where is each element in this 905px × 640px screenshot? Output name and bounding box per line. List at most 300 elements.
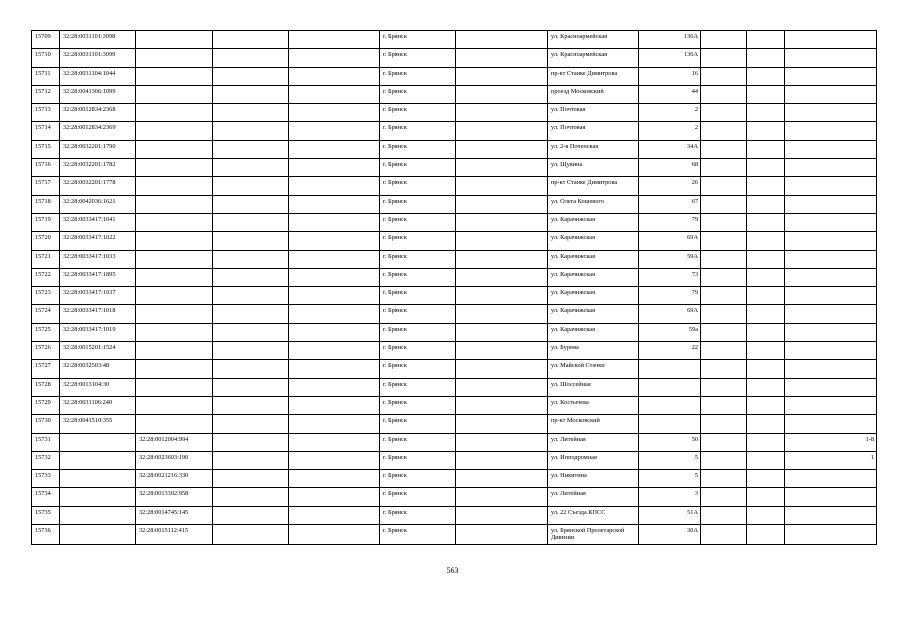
empty-cell (747, 470, 785, 488)
street-cell: ул. Костычева (548, 396, 639, 414)
registry-table (31, 30, 877, 545)
city-cell: г. Брянск (380, 49, 456, 67)
empty-cell (213, 396, 289, 414)
row-number-cell: 15730 (32, 415, 60, 433)
empty-cell (456, 360, 548, 378)
table-row (32, 177, 877, 195)
cadastral-number-cell: 32:28:0031106:240 (60, 396, 136, 414)
city-cell: г. Брянск (380, 305, 456, 323)
city-cell: г. Брянск (380, 159, 456, 177)
apartment-cell (785, 159, 877, 177)
house-number-cell: 30А (639, 525, 701, 545)
house-number-cell (639, 360, 701, 378)
empty-cell (701, 177, 747, 195)
row-number-cell: 15717 (32, 177, 60, 195)
empty-cell (701, 140, 747, 158)
street-cell: ул. Никитина (548, 470, 639, 488)
empty-cell (213, 232, 289, 250)
row-number-cell: 15725 (32, 323, 60, 341)
empty-cell (213, 104, 289, 122)
apartment-cell (785, 287, 877, 305)
house-number-cell: 136А (639, 31, 701, 49)
cadastral-number-2-cell (136, 250, 213, 268)
apartment-cell (785, 177, 877, 195)
city-cell: г. Брянск (380, 378, 456, 396)
empty-cell (456, 323, 548, 341)
city-cell: г. Брянск (380, 525, 456, 545)
empty-cell (747, 232, 785, 250)
empty-cell (456, 525, 548, 545)
row-number-cell: 15722 (32, 268, 60, 286)
empty-cell (456, 378, 548, 396)
city-cell: г. Брянск (380, 396, 456, 414)
empty-cell (213, 506, 289, 524)
cadastral-number-2-cell (136, 67, 213, 85)
table-row (32, 396, 877, 414)
empty-cell (456, 31, 548, 49)
empty-cell (213, 451, 289, 469)
street-cell: ул. Карачижская (548, 250, 639, 268)
empty-cell (213, 360, 289, 378)
house-number-cell: 79 (639, 213, 701, 231)
cadastral-number-2-cell (136, 122, 213, 140)
cadastral-number-2-cell (136, 287, 213, 305)
row-number-cell: 15723 (32, 287, 60, 305)
street-cell: ул. Карачижская (548, 305, 639, 323)
empty-cell (747, 305, 785, 323)
empty-cell (213, 31, 289, 49)
row-number-cell: 15726 (32, 342, 60, 360)
empty-cell (456, 159, 548, 177)
cadastral-number-cell: 32:28:0031101:3098 (60, 31, 136, 49)
empty-cell (289, 49, 380, 67)
empty-cell (747, 177, 785, 195)
empty-cell (213, 177, 289, 195)
empty-cell (289, 396, 380, 414)
cadastral-number-2-cell (136, 232, 213, 250)
cadastral-number-2-cell (136, 140, 213, 158)
house-number-cell: 50 (639, 433, 701, 451)
house-number-cell: 22 (639, 342, 701, 360)
cadastral-number-cell: 32:28:0031104:1044 (60, 67, 136, 85)
table-row (32, 232, 877, 250)
empty-cell (701, 67, 747, 85)
empty-cell (747, 104, 785, 122)
street-cell: ул. Майской Стачки (548, 360, 639, 378)
cadastral-number-2-cell (136, 177, 213, 195)
empty-cell (456, 470, 548, 488)
empty-cell (289, 67, 380, 85)
cadastral-number-cell: 32:28:0033417:1033 (60, 250, 136, 268)
house-number-cell: 59А (639, 250, 701, 268)
apartment-cell (785, 470, 877, 488)
house-number-cell: 5 (639, 470, 701, 488)
street-cell: ул. Красноармейская (548, 49, 639, 67)
apartment-cell (785, 250, 877, 268)
house-number-cell: 69А (639, 305, 701, 323)
empty-cell (747, 31, 785, 49)
empty-cell (701, 213, 747, 231)
row-number-cell: 15735 (32, 506, 60, 524)
cadastral-number-cell: 32:28:0033417:1018 (60, 305, 136, 323)
city-cell: г. Брянск (380, 213, 456, 231)
empty-cell (289, 378, 380, 396)
city-cell: г. Брянск (380, 342, 456, 360)
house-number-cell: 67 (639, 195, 701, 213)
row-number-cell: 15719 (32, 213, 60, 231)
house-number-cell (639, 415, 701, 433)
street-cell: ул. Почтовая (548, 122, 639, 140)
street-cell: ул. Карачижская (548, 268, 639, 286)
empty-cell (701, 470, 747, 488)
city-cell: г. Брянск (380, 360, 456, 378)
house-number-cell: 26 (639, 177, 701, 195)
empty-cell (289, 268, 380, 286)
empty-cell (456, 488, 548, 506)
empty-cell (289, 470, 380, 488)
empty-cell (747, 415, 785, 433)
street-cell: ул. Щукина (548, 159, 639, 177)
row-number-cell: 15727 (32, 360, 60, 378)
empty-cell (747, 287, 785, 305)
cadastral-number-cell: 32:28:0033417:1022 (60, 232, 136, 250)
empty-cell (701, 525, 747, 545)
cadastral-number-2-cell (136, 104, 213, 122)
apartment-cell (785, 85, 877, 103)
table-row (32, 360, 877, 378)
row-number-cell: 15736 (32, 525, 60, 545)
empty-cell (456, 305, 548, 323)
city-cell: г. Брянск (380, 67, 456, 85)
apartment-cell (785, 378, 877, 396)
table-row (32, 305, 877, 323)
empty-cell (747, 67, 785, 85)
empty-cell (456, 451, 548, 469)
empty-cell (456, 213, 548, 231)
city-cell: г. Брянск (380, 488, 456, 506)
street-cell: пр-кт Московский (548, 415, 639, 433)
row-number-cell: 15729 (32, 396, 60, 414)
row-number-cell: 15728 (32, 378, 60, 396)
house-number-cell (639, 396, 701, 414)
table-row (32, 268, 877, 286)
empty-cell (747, 49, 785, 67)
apartment-cell (785, 195, 877, 213)
city-cell: г. Брянск (380, 323, 456, 341)
empty-cell (289, 195, 380, 213)
cadastral-number-2-cell (136, 85, 213, 103)
empty-cell (289, 177, 380, 195)
table-row (32, 433, 877, 451)
cadastral-number-cell (60, 525, 136, 545)
empty-cell (456, 506, 548, 524)
empty-cell (456, 49, 548, 67)
table-row (32, 525, 877, 545)
cadastral-number-cell (60, 506, 136, 524)
row-number-cell: 15715 (32, 140, 60, 158)
house-number-cell: 3 (639, 488, 701, 506)
empty-cell (456, 342, 548, 360)
empty-cell (289, 488, 380, 506)
house-number-cell: 16 (639, 67, 701, 85)
city-cell: г. Брянск (380, 451, 456, 469)
city-cell: г. Брянск (380, 250, 456, 268)
apartment-cell (785, 232, 877, 250)
apartment-cell (785, 396, 877, 414)
cadastral-number-2-cell (136, 195, 213, 213)
row-number-cell: 15714 (32, 122, 60, 140)
table-row (32, 506, 877, 524)
table-row (32, 287, 877, 305)
cadastral-number-2-cell: 32:28:0021216:330 (136, 470, 213, 488)
empty-cell (289, 31, 380, 49)
cadastral-number-2-cell: 32:28:0014745:145 (136, 506, 213, 524)
house-number-cell: 73 (639, 268, 701, 286)
table-row (32, 250, 877, 268)
city-cell: г. Брянск (380, 31, 456, 49)
house-number-cell: 136А (639, 49, 701, 67)
empty-cell (289, 451, 380, 469)
empty-cell (701, 433, 747, 451)
cadastral-number-cell (60, 488, 136, 506)
apartment-cell (785, 140, 877, 158)
empty-cell (289, 140, 380, 158)
city-cell: г. Брянск (380, 506, 456, 524)
city-cell: г. Брянск (380, 177, 456, 195)
row-number-cell: 15720 (32, 232, 60, 250)
empty-cell (213, 213, 289, 231)
empty-cell (701, 378, 747, 396)
house-number-cell: 34А (639, 140, 701, 158)
empty-cell (456, 232, 548, 250)
row-number-cell: 15711 (32, 67, 60, 85)
table-row (32, 415, 877, 433)
empty-cell (213, 525, 289, 545)
row-number-cell: 15733 (32, 470, 60, 488)
empty-cell (213, 433, 289, 451)
street-cell: ул. 22 Съезда КПСС (548, 506, 639, 524)
apartment-cell (785, 104, 877, 122)
table-row (32, 470, 877, 488)
apartment-cell (785, 213, 877, 231)
empty-cell (213, 195, 289, 213)
row-number-cell: 15716 (32, 159, 60, 177)
apartment-cell (785, 122, 877, 140)
apartment-cell (785, 415, 877, 433)
registry-table-body (32, 31, 877, 545)
apartment-cell: 1 (785, 451, 877, 469)
street-cell: ул. Карачижская (548, 287, 639, 305)
empty-cell (456, 104, 548, 122)
empty-cell (747, 250, 785, 268)
table-row (32, 213, 877, 231)
empty-cell (213, 67, 289, 85)
street-cell: ул. Ипподромная (548, 451, 639, 469)
empty-cell (289, 159, 380, 177)
empty-cell (213, 85, 289, 103)
cadastral-number-cell (60, 451, 136, 469)
cadastral-number-2-cell (136, 396, 213, 414)
empty-cell (456, 85, 548, 103)
cadastral-number-2-cell (136, 268, 213, 286)
row-number-cell: 15734 (32, 488, 60, 506)
empty-cell (289, 360, 380, 378)
empty-cell (213, 470, 289, 488)
table-row (32, 140, 877, 158)
house-number-cell: 59а (639, 323, 701, 341)
empty-cell (701, 342, 747, 360)
empty-cell (289, 213, 380, 231)
table-row (32, 323, 877, 341)
cadastral-number-2-cell (136, 159, 213, 177)
city-cell: г. Брянск (380, 122, 456, 140)
apartment-cell (785, 506, 877, 524)
cadastral-number-cell: 32:28:0033417:1037 (60, 287, 136, 305)
cadastral-number-cell (60, 470, 136, 488)
empty-cell (747, 451, 785, 469)
cadastral-number-2-cell: 32:28:0013302:958 (136, 488, 213, 506)
row-number-cell: 15731 (32, 433, 60, 451)
apartment-cell (785, 305, 877, 323)
empty-cell (213, 342, 289, 360)
empty-cell (701, 159, 747, 177)
empty-cell (456, 433, 548, 451)
cadastral-number-cell: 32:28:0033417:1019 (60, 323, 136, 341)
row-number-cell: 15721 (32, 250, 60, 268)
table-row (32, 122, 877, 140)
house-number-cell: 51А (639, 506, 701, 524)
cadastral-number-2-cell: 32:28:0015112:415 (136, 525, 213, 545)
empty-cell (289, 415, 380, 433)
table-row (32, 49, 877, 67)
empty-cell (747, 488, 785, 506)
table-row (32, 31, 877, 49)
cadastral-number-cell: 32:28:0012834:2368 (60, 104, 136, 122)
street-cell: ул. Олега Кошевого (548, 195, 639, 213)
empty-cell (213, 488, 289, 506)
cadastral-number-cell: 32:28:0042036:1621 (60, 195, 136, 213)
street-cell: проезд Московский (548, 85, 639, 103)
table-row (32, 488, 877, 506)
empty-cell (747, 122, 785, 140)
empty-cell (213, 250, 289, 268)
empty-cell (701, 488, 747, 506)
empty-cell (289, 104, 380, 122)
empty-cell (747, 195, 785, 213)
empty-cell (456, 268, 548, 286)
empty-cell (213, 49, 289, 67)
empty-cell (213, 287, 289, 305)
empty-cell (747, 140, 785, 158)
cadastral-number-cell: 32:28:0032201:1782 (60, 159, 136, 177)
table-row (32, 85, 877, 103)
apartment-cell (785, 525, 877, 545)
empty-cell (701, 250, 747, 268)
house-number-cell: 79 (639, 287, 701, 305)
street-cell: ул. Литейная (548, 433, 639, 451)
house-number-cell: 2 (639, 122, 701, 140)
street-cell: ул. Шоссейная (548, 378, 639, 396)
cadastral-number-2-cell (136, 323, 213, 341)
empty-cell (456, 415, 548, 433)
city-cell: г. Брянск (380, 470, 456, 488)
empty-cell (289, 122, 380, 140)
empty-cell (701, 323, 747, 341)
table-row (32, 451, 877, 469)
cadastral-number-cell: 32:28:0041306:1099 (60, 85, 136, 103)
cadastral-number-2-cell (136, 213, 213, 231)
cadastral-number-2-cell (136, 342, 213, 360)
cadastral-number-2-cell (136, 415, 213, 433)
empty-cell (289, 342, 380, 360)
city-cell: г. Брянск (380, 195, 456, 213)
empty-cell (213, 268, 289, 286)
street-cell: ул. 2-я Почепская (548, 140, 639, 158)
empty-cell (747, 360, 785, 378)
street-cell: ул. Карачижская (548, 213, 639, 231)
street-cell: ул. Почтовая (548, 104, 639, 122)
empty-cell (456, 140, 548, 158)
empty-cell (289, 250, 380, 268)
row-number-cell: 15732 (32, 451, 60, 469)
cadastral-number-cell: 32:28:0041510:355 (60, 415, 136, 433)
empty-cell (456, 177, 548, 195)
street-cell: ул. Карачижская (548, 323, 639, 341)
row-number-cell: 15710 (32, 49, 60, 67)
row-number-cell: 15713 (32, 104, 60, 122)
cadastral-number-cell: 32:28:0013104:30 (60, 378, 136, 396)
apartment-cell (785, 488, 877, 506)
apartment-cell (785, 67, 877, 85)
cadastral-number-cell (60, 433, 136, 451)
apartment-cell: 1-8 (785, 433, 877, 451)
empty-cell (289, 232, 380, 250)
empty-cell (701, 287, 747, 305)
city-cell: г. Брянск (380, 104, 456, 122)
empty-cell (289, 305, 380, 323)
cadastral-number-2-cell (136, 31, 213, 49)
page-number: 563 (446, 566, 459, 575)
empty-cell (747, 525, 785, 545)
empty-cell (456, 122, 548, 140)
table-row (32, 195, 877, 213)
empty-cell (701, 122, 747, 140)
apartment-cell (785, 342, 877, 360)
house-number-cell (639, 378, 701, 396)
table-row (32, 104, 877, 122)
city-cell: г. Брянск (380, 268, 456, 286)
street-cell: пр-кт Станке Димитрова (548, 177, 639, 195)
empty-cell (701, 360, 747, 378)
row-number-cell: 15709 (32, 31, 60, 49)
cadastral-number-cell: 32:28:0012834:2369 (60, 122, 136, 140)
row-number-cell: 15718 (32, 195, 60, 213)
empty-cell (747, 159, 785, 177)
house-number-cell: 5 (639, 451, 701, 469)
cadastral-number-cell: 32:28:0032201:1778 (60, 177, 136, 195)
empty-cell (701, 232, 747, 250)
house-number-cell: 68 (639, 159, 701, 177)
street-cell: ул. Литейная (548, 488, 639, 506)
table-row (32, 67, 877, 85)
empty-cell (701, 506, 747, 524)
city-cell: г. Брянск (380, 433, 456, 451)
empty-cell (213, 378, 289, 396)
apartment-cell (785, 323, 877, 341)
cadastral-number-2-cell (136, 378, 213, 396)
empty-cell (747, 342, 785, 360)
apartment-cell (785, 268, 877, 286)
